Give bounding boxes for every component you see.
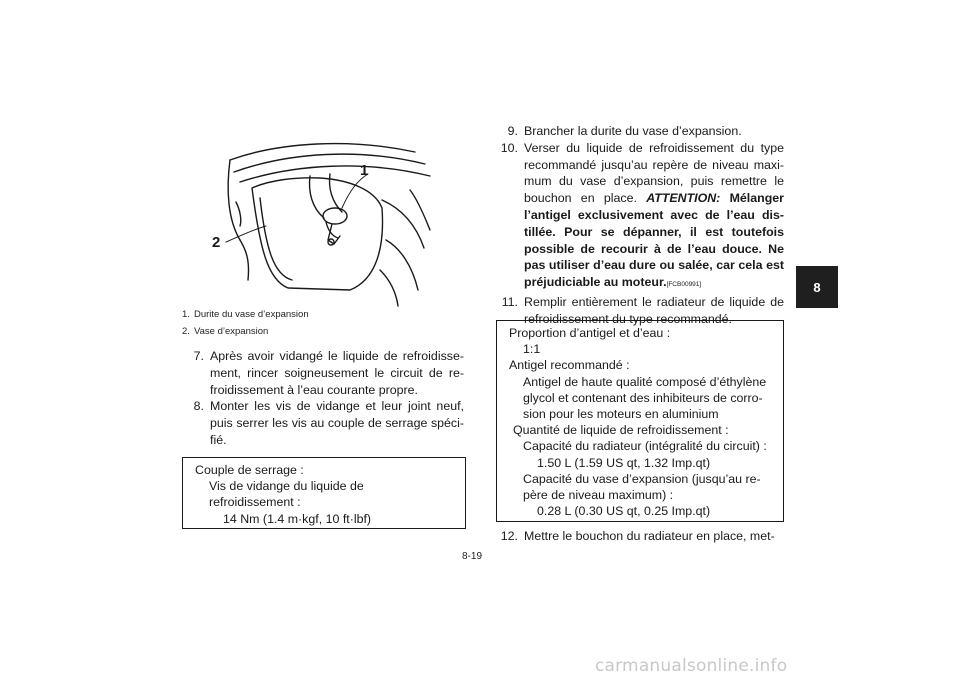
left-steps — [182, 348, 464, 449]
coolant-reservoir-illustration — [200, 130, 440, 308]
step-11-number: 11. — [501, 294, 518, 309]
caption-1 — [182, 309, 309, 320]
step-11-text: Remplir entièrement le radiateur de liquide de refroidissement du type recommandé. — [524, 294, 784, 326]
torque-item-cont: refroidissement : — [209, 495, 301, 510]
step-8-text: Monter les vis de vidange et leur joint neuf, puis serrer les vis au couple de serrage spéci-fié. — [210, 399, 464, 447]
reference-code: [FCB00991] — [666, 281, 702, 289]
antifreeze-line-3: sion pour les moteurs en aluminium — [523, 407, 719, 422]
tank-capacity-label-2: père de niveau maximum) : — [523, 488, 674, 503]
step-9-text: Brancher la durite du vase d’expansion. — [524, 124, 742, 138]
step-7-text: Après avoir vidangé le liquide de refroidisse-ment, rincer soigneusement le circuit de re-froidissement à l’eau courante propre. — [210, 349, 464, 397]
caption-2 — [182, 326, 268, 337]
ratio-value: 1:1 — [523, 342, 541, 357]
caption-1-text: Durite du vase d’expansion — [194, 309, 309, 320]
page-number: 8-19 — [462, 551, 483, 562]
tank-capacity-value: 0.28 L (0.30 US qt, 0.25 Imp.qt) — [537, 504, 711, 519]
watermark: carmanualsonline.info — [595, 656, 788, 676]
right-steps — [496, 123, 784, 328]
radiator-capacity-label: Capacité du radiateur (intégralité du circuit) : — [523, 439, 767, 454]
caption-1-number: 1. — [182, 309, 190, 320]
torque-value: 14 Nm (1.4 m·kgf, 10 ft·lbf) — [223, 511, 372, 526]
antifreeze-line-1: Antigel de haute qualité composé d’éthylène — [523, 374, 767, 389]
step-9-number: 9. — [507, 124, 518, 138]
coolant-spec-box — [496, 320, 784, 522]
caption-2-text: Vase d’expansion — [194, 326, 269, 337]
attention-text: Mélanger l’antigel exclusivement avec de l’eau dis-tillée. Pour se dépanner, il est toutefois possible de recourir à de l’eau douce. Ne pas utiliser d’eau dure ou salée, car cela est préjudiciable au moteur. — [524, 191, 784, 290]
caption-2-number: 2. — [182, 326, 190, 337]
step-10 — [496, 140, 784, 294]
torque-title: Couple de serrage : — [195, 463, 304, 477]
antifreeze-line-2: glycol et contenant des inhibiteurs de corro- — [523, 390, 763, 405]
step-10-number: 10. — [500, 140, 518, 155]
step-8 — [182, 398, 464, 448]
chapter-tab: 8 — [796, 266, 838, 308]
quantity-label: Quantité de liquide de refroidissement : — [513, 423, 729, 438]
step-12-text: Mettre le bouchon du radiateur en place, met- — [524, 529, 775, 543]
torque-item: Vis de vidange du liquide de — [209, 479, 364, 494]
step-10-text: Verser du liquide de refroidissement du type recommandé jusqu’au repère de niveau maxi-mum du vase d’expansion, puis remettre le bouchon en place. — [524, 140, 784, 206]
right-steps-cont — [496, 528, 784, 545]
attention-label: ATTENTION: — [646, 191, 721, 206]
tank-capacity-label-1: Capacité du vase d’expansion (jusqu’au re- — [523, 471, 761, 486]
step-12 — [496, 528, 784, 545]
ratio-label: Proportion d’antigel et d’eau : — [509, 326, 671, 340]
torque-spec-box — [182, 457, 466, 529]
antifreeze-label: Antigel recommandé : — [509, 358, 630, 373]
step-7 — [182, 348, 464, 398]
callout-2: 2 — [212, 234, 221, 251]
step-9 — [496, 123, 784, 140]
reservoir-drawing — [200, 130, 440, 308]
step-8-number: 8. — [193, 399, 204, 414]
step-7-number: 7. — [193, 349, 204, 363]
radiator-capacity-value: 1.50 L (1.59 US qt, 1.32 Imp.qt) — [537, 455, 711, 470]
step-12-number: 12. — [500, 529, 518, 543]
callout-1: 1 — [360, 162, 369, 179]
